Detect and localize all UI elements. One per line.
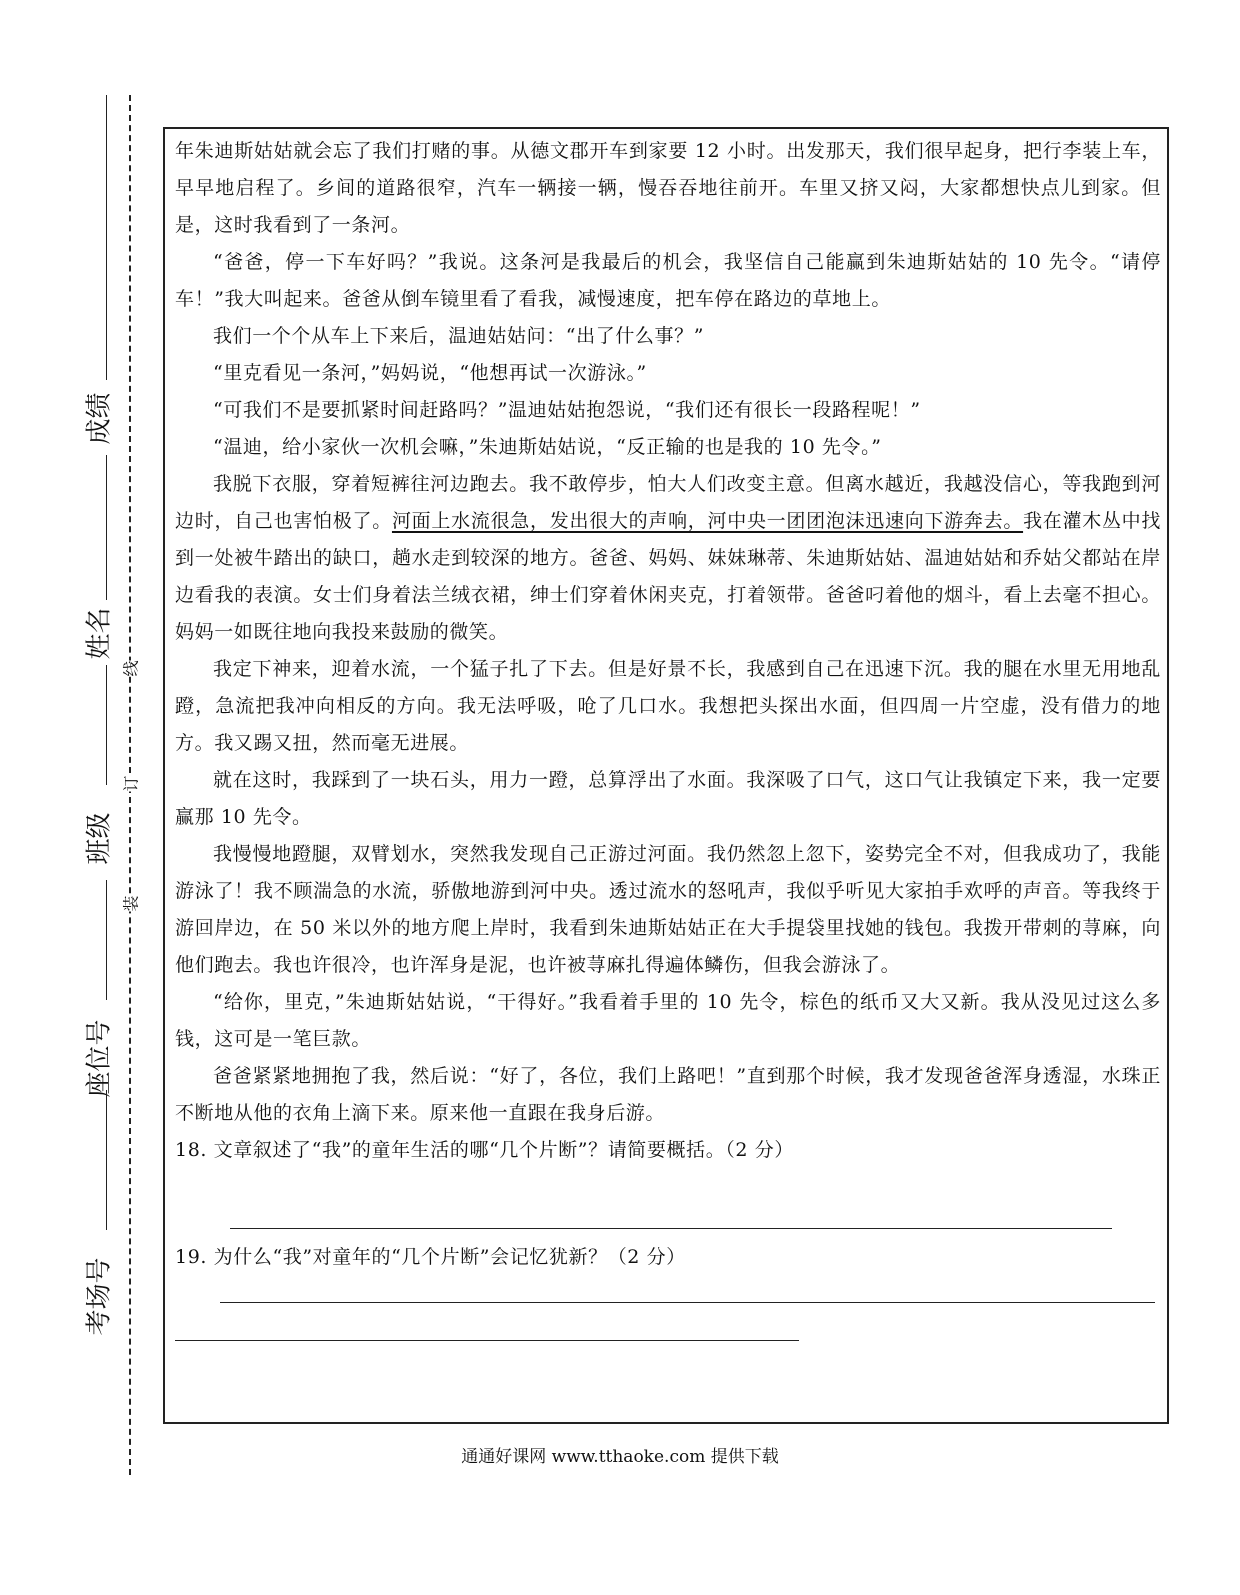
passage-paragraph-1: 年朱迪斯姑姑就会忘了我们打赌的事。从德文郡开车到家要 12 小时。出发那天，我们很早起身，把行李装上车，早早地启程了。乡间的道路很窄，汽车一辆接一辆，慢吞吞地往前开。车里又挤又闷，大家都想快点儿到家。但是，这时我看到了一条河。 — [175, 140, 1161, 236]
name-label: 姓名 — [84, 607, 115, 660]
answer-line-19b[interactable] — [175, 1340, 799, 1341]
score-rule — [106, 95, 107, 380]
passage-paragraph-2: “爸爸，停一下车好吗？”我说。这条河是我最后的机会，我坚信自己能赢到朱迪斯姑姑的 10 先令。“请停车！”我大叫起来。爸爸从倒车镜里看了看我，减慢速度，把车停在路边的草地上。 — [175, 251, 1161, 310]
question-18: 18. 文章叙述了“我”的童年生活的哪“几个片断”？请简要概括。（2 分） — [175, 1139, 794, 1161]
seat-rule — [106, 880, 107, 1000]
passage-paragraph-5: “可我们不是要抓紧时间赶路吗？”温迪姑姑抱怨说，“我们还有很长一段路程呢！” — [213, 399, 921, 421]
room-label: 考场号 — [84, 1257, 115, 1336]
passage-paragraph-12: 爸爸紧紧地拥抱了我，然后说：“好了，各位，我们上路吧！”直到那个时候，我才发现爸爸浑身透湿，水珠正不断地从他的衣角上滴下来。原来他一直跟在我身后游。 — [175, 1065, 1161, 1124]
score-label: 成绩 — [84, 392, 115, 445]
passage-paragraph-6: “温迪，给小家伙一次机会嘛，”朱迪斯姑姑说，“反正输的也是我的 10 先令。” — [213, 436, 882, 458]
underlined-sentence: 河面上水流很急，发出很大的声响，河中央一团团泡沫迅速向下游奔去。 — [391, 510, 1024, 532]
answer-line-18[interactable] — [230, 1228, 1112, 1229]
passage-paragraph-10: 我慢慢地蹬腿，双臂划水，突然我发现自己正游过河面。我仍然忽上忽下，姿势完全不对，但我成功了，我能游泳了！我不顾湍急的水流，骄傲地游到河中央。透过流水的怒吼声，我似乎听见大家拍手欢呼的声音。等我终于游回岸边，在 50 米以外的地方爬上岸时，我看到朱迪斯姑姑正在大手提袋里找她的钱包。我拨开带刺的荨麻，向他们跑去。我也许很冷，也许浑身是泥，也许被荨麻扎得遍体鳞伤，但我会游泳了。 — [175, 843, 1161, 976]
paragraph-7-text-b: 我在灌木丛中找到一处被牛踏出的缺口，趟水走到较深的地方。爸爸、妈妈、妹妹琳蒂、朱迪斯姑姑、温迪姑姑和乔姑父都站在岸边看我的表演。女士们身着法兰绒衣裙，绅士们穿着休闲夹克，打着领带。爸爸叼着他的烟斗，看上去毫不担心。妈妈一如既往地向我投来鼓励的微笑。 — [175, 510, 1161, 643]
binding-mark-xian: 线 — [117, 660, 144, 676]
name-rule — [106, 455, 107, 600]
passage-paragraph-8: 我定下神来，迎着水流，一个猛子扎了下去。但是好景不长，我感到自己在迅速下沉。我的腿在水里无用地乱蹬，急流把我冲向相反的方向。我无法呼吸，呛了几口水。我想把头探出水面，但四周一片空虚，没有借力的地方。我又踢又扭，然而毫无进展。 — [175, 658, 1161, 754]
question-19-block — [175, 1239, 1161, 1276]
seat-label: 座位号 — [84, 1019, 115, 1098]
passage-paragraph-3: 我们一个个从车上下来后，温迪姑姑问：“出了什么事？” — [213, 325, 705, 347]
question-19: 19. 为什么“我”对童年的“几个片断”会记忆犹新？（2 分） — [175, 1246, 686, 1268]
binding-mark-ding: 订 — [117, 775, 144, 791]
passage-paragraph-11: “给你，里克，”朱迪斯姑姑说，“干得好。”我看着手里的 10 先令，棕色的纸币又大又新。我从没见过这么多钱，这可是一笔巨款。 — [175, 991, 1161, 1050]
class-rule — [106, 665, 107, 785]
passage-paragraph-7 — [175, 466, 1161, 651]
reading-passage — [175, 133, 1161, 1169]
class-label: 班级 — [84, 812, 115, 865]
exam-content-box — [163, 127, 1169, 1424]
answer-line-19a[interactable] — [220, 1302, 1155, 1303]
passage-paragraph-9: 就在这时，我踩到了一块石头，用力一蹬，总算浮出了水面。我深吸了口气，这口气让我镇定下来，我一定要赢那 10 先令。 — [175, 769, 1161, 828]
room-rule — [106, 1090, 107, 1230]
binding-mark-zhuang: 装 — [117, 895, 144, 911]
passage-paragraph-4: “里克看见一条河，”妈妈说，“他想再试一次游泳。” — [213, 362, 647, 384]
page-footer: 通通好课网 www.tthaoke.com 提供下载 — [461, 1447, 779, 1467]
paragraph-7-text-a: 我脱下衣服，穿着短裤往河边跑去。我不敢停步，怕大人们改变主意。但离水越近，我越没信心，等我跑到河边时，自己也害怕极了。 — [175, 473, 1161, 532]
